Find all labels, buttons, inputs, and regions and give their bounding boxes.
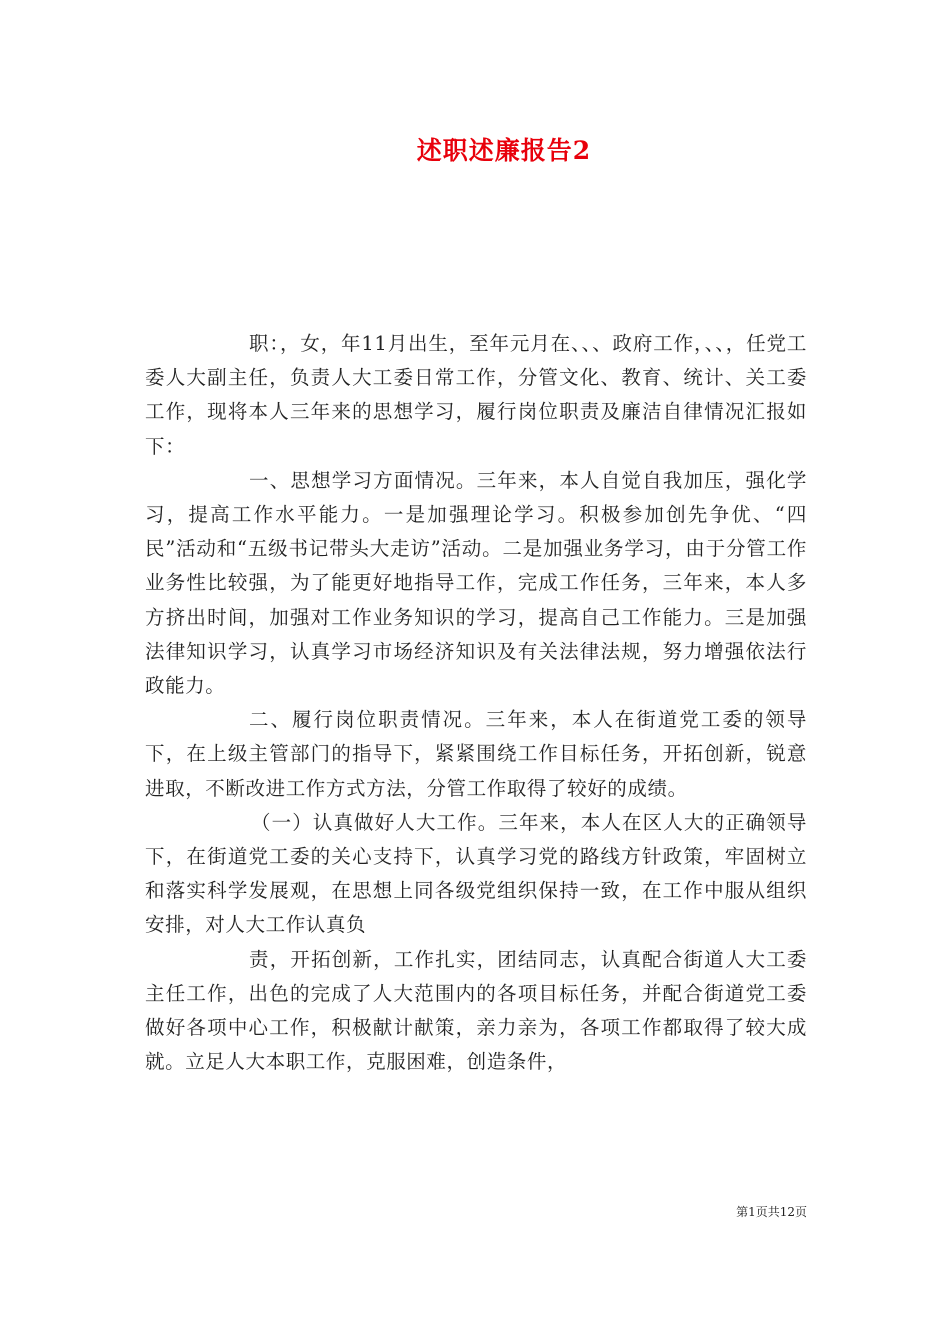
paragraph-npc-work: （一）认真做好人大工作。三年来，本人在区人大的正确领导下，在街道党工委的关心支持下，认真学习党的路线方针政策，牢固树立和落实科学发展观，在思想上同各级党组织保持一致，在工作中服从组织安排，对人大工作认真负 <box>145 810 807 937</box>
paragraph-study: 一、思想学习方面情况。三年来，本人自觉自我加压，强化学习，提高工作水平能力。一是加强理论学习。积极参加创先争优、“四民”活动和“五级书记带头大走访”活动。二是加强业务学习，由于分管工作业务性比较强，为了能更好地指导工作，完成工作任务，三年来，本人多方挤出时间，加强对工作业务知识的学习，提高自己工作能力。三是加强法律知识学习，认真学习市场经济知识及有关法律法规，努力增强依法行政能力。 <box>145 468 807 698</box>
page-number: 第1页共12页 <box>736 1205 807 1219</box>
document-body <box>145 327 807 1079</box>
paragraph-continued: 责，开拓创新，工作扎实，团结同志，认真配合街道人大工委主任工作，出色的完成了人大范围内的各项目标任务，并配合街道党工委做好各项中心工作，积极献计献策，亲力亲为，各项工作都取得了较大成就。立足人大本职工作，克服困难，创造条件， <box>145 947 807 1074</box>
paragraph-duties: 二、履行岗位职责情况。三年来，本人在街道党工委的领导下，在上级主管部门的指导下，紧紧围绕工作目标任务，开拓创新，锐意进取，不断改进工作方式方法，分管工作取得了较好的成绩。 <box>145 708 807 800</box>
paragraph-intro: 职：，女，年11月出生，至年元月在、、、政府工作，、、，任党工委人大副主任，负责人大工委日常工作，分管文化、教育、统计、关工委工作，现将本人三年来的思想学习，履行岗位职责及廉洁自律情况汇报如下： <box>145 332 807 458</box>
document-title: 述职述廉报告2 <box>416 136 592 165</box>
